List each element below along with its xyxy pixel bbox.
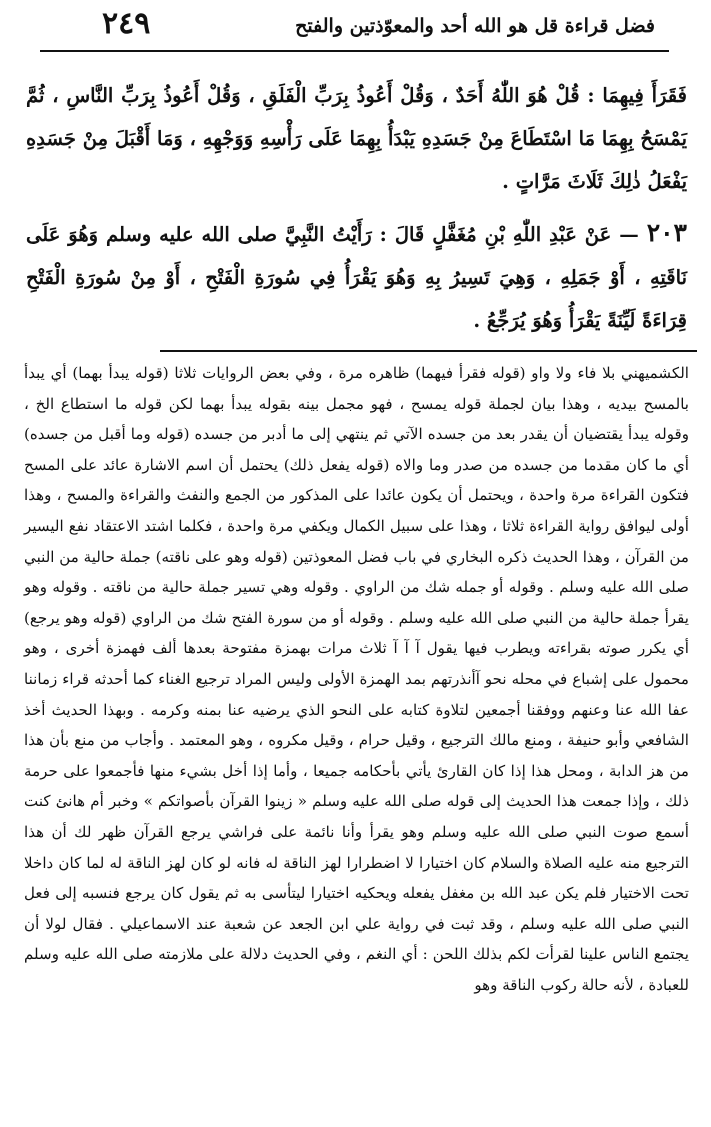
running-title: فضل قراءة قل هو الله أحد والمعوّذتين والفتح [295, 15, 655, 37]
hadith-text: عَنْ عَبْدِ اللّٰهِ بْنِ مُغَفَّلٍ قَالَ : رَأَيْتُ النَّبِيَّ صلى الله عليه وسلم وَهُوَ عَلَى نَاقَتِهِ ، أَوْ جَمَلِهِ ، وَهِيَ تَسِيرُ بِهِ وَهُوَ يَقْرَأُ فِي سُورَةِ الْفَتْحِ ، أَوْ مِنْ سُورَةِ الْفَتْحِ قِرَاءَةً لَيِّنَةً يَقْرَأُ وَهُوَ يُرَجِّعُ . [26, 223, 687, 332]
hadith-number: ٢٠٣ [646, 218, 687, 247]
hadith-dash: — [619, 223, 639, 246]
commentary-text: الكشميهني بلا فاء ولا واو (قوله فقرأ فيهما) ظاهره مرة ، وفي بعض الروايات ثلاثا (قوله يبدأ بهما) أي يبدأ بالمسح بيديه ، وهذا بيان لجملة قوله يمسح ، فهو مجمل بينه بقوله يبدأ بهما لكن قوله ما استطاع الخ ، وقوله يبدأ يقتضيان أن يقدر بعد من جسده الآتي ثم ينتهي إلى ما أدبر من جسده (قوله وما أقبل من جسده) أي ما كان مقدما من جسده من صدر وما والاه (قوله يفعل ذلك) يحتمل أن اسم الاشارة عائد على المسح فتكون القراءة مرة واحدة ، ويحتمل أن يكون عائدا على المذكور من الجمع والنفث والقراءة والمسح ، وهذا أولى ليوافق رواية القراءة ثلاثا ، وهذا على سبيل الكمال ويكفي مرة واحدة ، فكلما اشتد الاعتقاد نفع اليسير من القرآن ، وهذا الحديث ذكره البخاري في باب فضل المعوذتين (قوله وهو على ناقته) جملة حالية من النبي صلى الله عليه وسلم . وقوله أو جمله شك من الراوي . وقوله وهي تسير جملة حالية من ناقته . وقوله وهو يقرأ جملة حالية من النبي صلى الله عليه وسلم . وقوله أو من سورة الفتح شك من الراوي (قوله وهو يرجع) أي يكرر صوته بقراءته ويطرب فيها يقول آ آ آ ثلاث مرات بهمزة مفتوحة بعدها ألف فهمزة أخرى ، وهو محمول على إشباع في محله نحو آأنذرتهم بمد الهمزة الأولى وليس المراد ترجيع الغناء كما أحدثه قراء زماننا عفا الله عنا وعنهم ووفقنا أجمعين لتلاوة كتابه على النحو الذي يرضيه عنا بمنه وكرمه . وبهذا الحديث أخذ الشافعي وأبو حنيفة ، ومنع مالك الترجيع ، وقيل حرام ، وقيل مكروه ، وهو المعتمد . وأجاب من منع بأن هذا من هز الدابة ، ومحل هذا إذا كان القارئ يأتي بأحكامه جميعا ، وأما إذا أخل بشيء منها فأجمعوا على حرمة ذلك ، وإذا جمعت هذا الحديث إلى قوله صلى الله عليه وسلم « زينوا القرآن بأصواتكم » وخبر أم هانئ كنت أسمع صوت النبي صلى الله عليه وسلم وهو يقرأ وأنا نائمة على فراشي يرجع القرآن ظهر لك أن هذا الترجيع منه عليه الصلاة والسلام كان اختيارا لا اضطرارا لهز الناقة له فانه لو كان لهز الناقة له لما كان داخلا تحت الاختيار فلم يكن عبد الله بن مغفل يفعله ويحكيه اختيارا ليتأسى به ثم يقول كان يرجع فنسبه إلى فعل النبي صلى الله عليه وسلم ، وقد ثبت في رواية علي ابن الجعد عن شعبة عند الاسماعيلي . فقال لولا أن يجتمع الناس علينا لقرأت لكم بذلك اللحن : أي النغم ، وفي الحديث دلالة على ملازمته صلى الله عليه وسلم للعبادة ، لأنه حالة ركوب الناقة وهو [24, 364, 689, 994]
hadith-continuation: فَقَرَأَ فِيهِمَا : قُلْ هُوَ اللّٰهُ أَحَدٌ ، وَقُلْ أَعُوذُ بِرَبِّ الْفَلَقِ ، وَقُلْ أَعُوذُ بِرَبِّ النَّاسِ ، ثُمَّ يَمْسَحُ بِهِمَا مَا اسْتَطَاعَ مِنْ جَسَدِهِ يَبْدَأُ بِهِمَا عَلَى رَأْسِهِ وَوَجْهِهِ ، وَمَا أَقْبَلَ مِنْ جَسَدِهِ يَفْعَلُ ذٰلِكَ ثَلَاثَ مَرَّاتٍ . [26, 84, 687, 193]
page-number: ٢٤٩ [102, 6, 151, 41]
main-text [26, 74, 687, 342]
commentary-divider [160, 350, 697, 352]
header-divider [40, 50, 669, 52]
hadith-203 [26, 211, 687, 342]
page-header [26, 0, 687, 46]
